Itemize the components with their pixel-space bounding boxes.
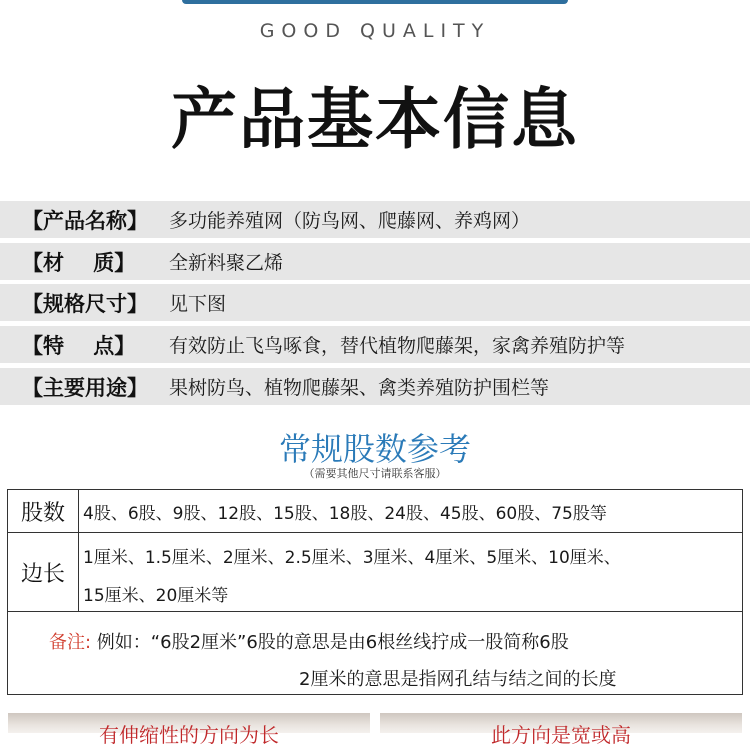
table-cell-line: 15厘米、20厘米等 [83, 586, 229, 606]
photo-caption: 有伸缩性的方向为长 [99, 723, 279, 747]
photo-caption: 此方向是宽或高 [491, 723, 631, 747]
note-line [49, 628, 569, 654]
info-value: 多功能养殖网（防鸟网、爬藤网、养鸡网） [169, 210, 531, 232]
section-subtitle: （需要其他尺寸请联系客服） [303, 467, 447, 480]
table-row-header: 边长 [8, 533, 79, 611]
info-row-material [0, 243, 750, 280]
table-cell-line: 1厘米、1.5厘米、2厘米、2.5厘米、3厘米、4厘米、5厘米、10厘米、 [83, 548, 621, 568]
info-row-size [0, 284, 750, 321]
note-label: 备注: [49, 632, 92, 653]
section-title: 常规股数参考 [278, 430, 471, 468]
info-row-features [0, 326, 750, 363]
table-cell [79, 533, 742, 611]
table-row-mesh-size [8, 533, 742, 611]
info-label: 【特 点】 [22, 332, 136, 358]
top-decor-bar [182, 0, 568, 4]
info-value: 有效防止飞鸟啄食，替代植物爬藤架，家禽养殖防护等 [169, 335, 626, 357]
tagline: GOOD QUALITY [259, 20, 491, 42]
note-line-2: 2厘米的意思是指网孔结与结之间的长度 [299, 669, 617, 690]
product-photo-left [8, 713, 370, 747]
info-value: 全新料聚乙烯 [169, 252, 284, 274]
info-label: 【材 质】 [22, 249, 136, 275]
info-row-uses [0, 368, 750, 405]
info-row-name [0, 201, 750, 238]
info-value: 见下图 [169, 293, 227, 315]
table-divider [8, 611, 742, 612]
table-row-header: 股数 [8, 490, 79, 532]
info-value: 果树防鸟、植物爬藤架、禽类养殖防护围栏等 [169, 377, 550, 399]
table-row-strands [8, 490, 742, 532]
page-title: 产品基本信息 [171, 80, 579, 158]
product-photo-right [380, 713, 742, 747]
info-label: 【规格尺寸】 [22, 290, 148, 316]
reference-table [7, 489, 743, 695]
info-label: 【主要用途】 [22, 374, 148, 400]
table-cell: 4股、6股、9股、12股、15股、18股、24股、45股、60股、75股等 [83, 503, 607, 524]
note-text: 例如：“6股2厘米”6股的意思是由6根丝线拧成一股简称6股 [91, 632, 569, 653]
info-label: 【产品名称】 [22, 207, 148, 233]
